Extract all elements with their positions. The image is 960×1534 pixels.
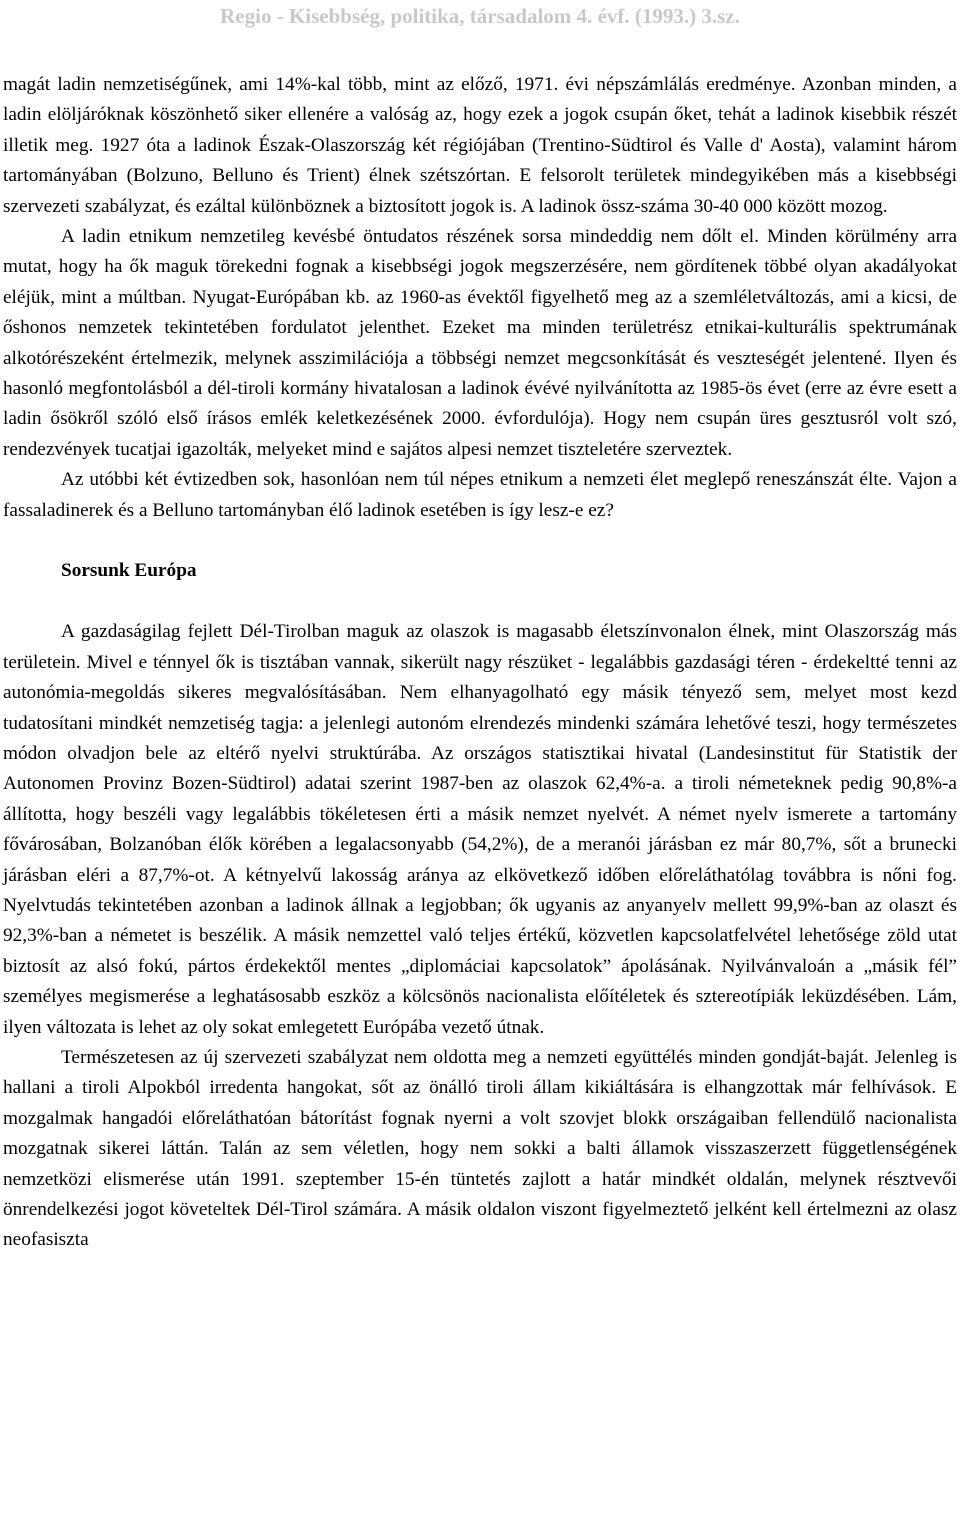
paragraph: A gazdaságilag fejlett Dél-Tirolban maguk az olaszok is magasabb életszínvonalon élnek, mint Olaszország más területein. Mivel e ténnyel ők is tisztában vannak, sikerült nagy részüket - legalábbis gazdasági téren - érdekeltté tenni az autonómia-megoldás sikeres megvalósításában. Nem elhanyagolható egy másik tényező sem, melyet most kezd tudatosítani mindkét nemzetiség tagja: a jelenlegi autonóm elrendezés mindenki számára lehetővé teszi, hogy természetes módon olvadjon bele az eltérő nyelvi struktúrába. Az országos statisztikai hivatal (Landesinstitut für Statistik der Autonomen Provinz Bozen-Südtirol) adatai szerint 1987-ben az olaszok 62,4%-a. a tiroli németeknek pedig 90,8%-a állította, hogy beszéli vagy legalábbis tökéletesen érti a másik nemzet nyelvét. A német nyelv ismerete a tartomány fővárosában, Bolzanóban élők körében a legalacsonyabb (54,2%), de a meranói járásban ez már 80,7%, sőt a brunecki járásban eléri a 87,7%-ot. A kétnyelvű lakosság aránya az elkövetkező időben előreláthatólag továbbra is nőni fog. Nyelvtudás tekintetében azonban a ladinok állnak a legjobban; ők ugyanis az anyanyelv mellett 99,9%-ban az olaszt és 92,3%-ban a németet is beszélik. A másik nemzettel való teljes értékű, közvetlen kapcsolatfelvétel lehetősége zöld utat biztosít az alsó fokú, pártos érdekektől mentes „diplomáciai kapcsolatok” ápolásának. Nyilvánvaloán a „másik fél” személyes megismerése a leghatásosabb eszköz a kölcsönös nacionalista előítéletek és sztereotípiák leküzdésében. Lám, ilyen változata is lehet az oly sokat emlegetett Európába vezető útnak. bbox=[3, 621, 957, 1038]
paragraph: Természetesen az új szervezeti szabályzat nem oldotta meg a nemzeti együttélés minden gondját-baját. Jelenleg is hallani a tiroli Alpokból irredenta hangokat, sőt az önálló tiroli állam kikiáltására is elhangzottak már felhívások. E mozgalmak hangadói előreláthatóan bátorítást fognak nyerni a volt szovjet blokk országaiban fellendülő nacionalista mozgatnak sikerei láttán. Talán az sem véletlen, hogy nem sokki a balti államok visszaszerzett függetlenségének nemzetközi elismerése után 1991. szeptember 15-én tüntetés zajlott a határ mindkét oldalán, melynek résztvevői önrendelkezési jogot követeltek Dél-Tirol számára. A másik oldalon viszont figyelmeztető jelként kell értelmezni az olasz neofasiszta bbox=[3, 1046, 957, 1251]
spacer bbox=[3, 587, 957, 617]
document-body bbox=[3, 70, 957, 1256]
paragraph: A ladin etnikum nemzetileg kevésbé öntudatos részének sorsa mindeddig nem dőlt el. Minden körülmény arra mutat, hogy ha ők maguk törekedni fognak a kisebbségi jogok megszerzésére, nem gördítenek többé olyan akadályokat eléjük, mint a múltban. Nyugat-Európában kb. az 1960-as évektől figyelhető meg az a szemléletváltozás, ami a kicsi, de őshonos nemzetek tekintetében fordulatot jelenthet. Ezeket ma minden területrész etnikai-kulturális spektrumának alkotórészeként értelmezik, melynek asszimilációja a többségi nemzet megcsonkítását és veszteségét jelentené. Ilyen és hasonló megfontolásból a dél-tiroli kormány hivatalosan a ladinok évévé nyilvánította az 1985-ös évet (erre az évre esett a ladin ősökről szóló első írásos emlék keletkezésének 2000. évfordulója). Hogy nem csupán üres gesztusról volt szó, rendezvények tucatjai igazolták, melyeket mind e sajátos alpesi nemzet tiszteletére szerveztek. bbox=[3, 226, 957, 460]
paragraph: Az utóbbi két évtizedben sok, hasonlóan nem túl népes etnikum a nemzeti élet meglepő reneszánszát élte. Vajon a fassaladinerek és a Belluno tartományban élő ladinok esetében is így lesz-e ez? bbox=[3, 469, 957, 521]
paragraph-continued: magát ladin nemzetiségűnek, ami 14%-kal több, mint az előző, 1971. évi népszámlálás eredménye. Azonban minden, a ladin elöljáróknak köszönhető siker ellenére a valóság az, hogy ezek a jogok csupán őket, tehát a ladinok kisebbik részét illetik meg. 1927 óta a ladinok Észak-Olaszország két régiójában (Trentino-Südtirol és Valle d' Aosta), valamint három tartományában (Bolzuno, Belluno és Trient) élnek szétszórtan. E felsorolt területek mindegyikében más a kisebbségi szervezeti szabályzat, és ezáltal különböznek a biztosított jogok is. A ladinok össz-száma 30-40 000 között mozog. bbox=[3, 74, 957, 217]
spacer bbox=[3, 526, 957, 556]
running-header: Regio - Kisebbség, politika, társadalom 4. évf. (1993.) 3.sz. bbox=[220, 4, 740, 28]
section-heading: Sorsunk Európa bbox=[61, 560, 197, 582]
